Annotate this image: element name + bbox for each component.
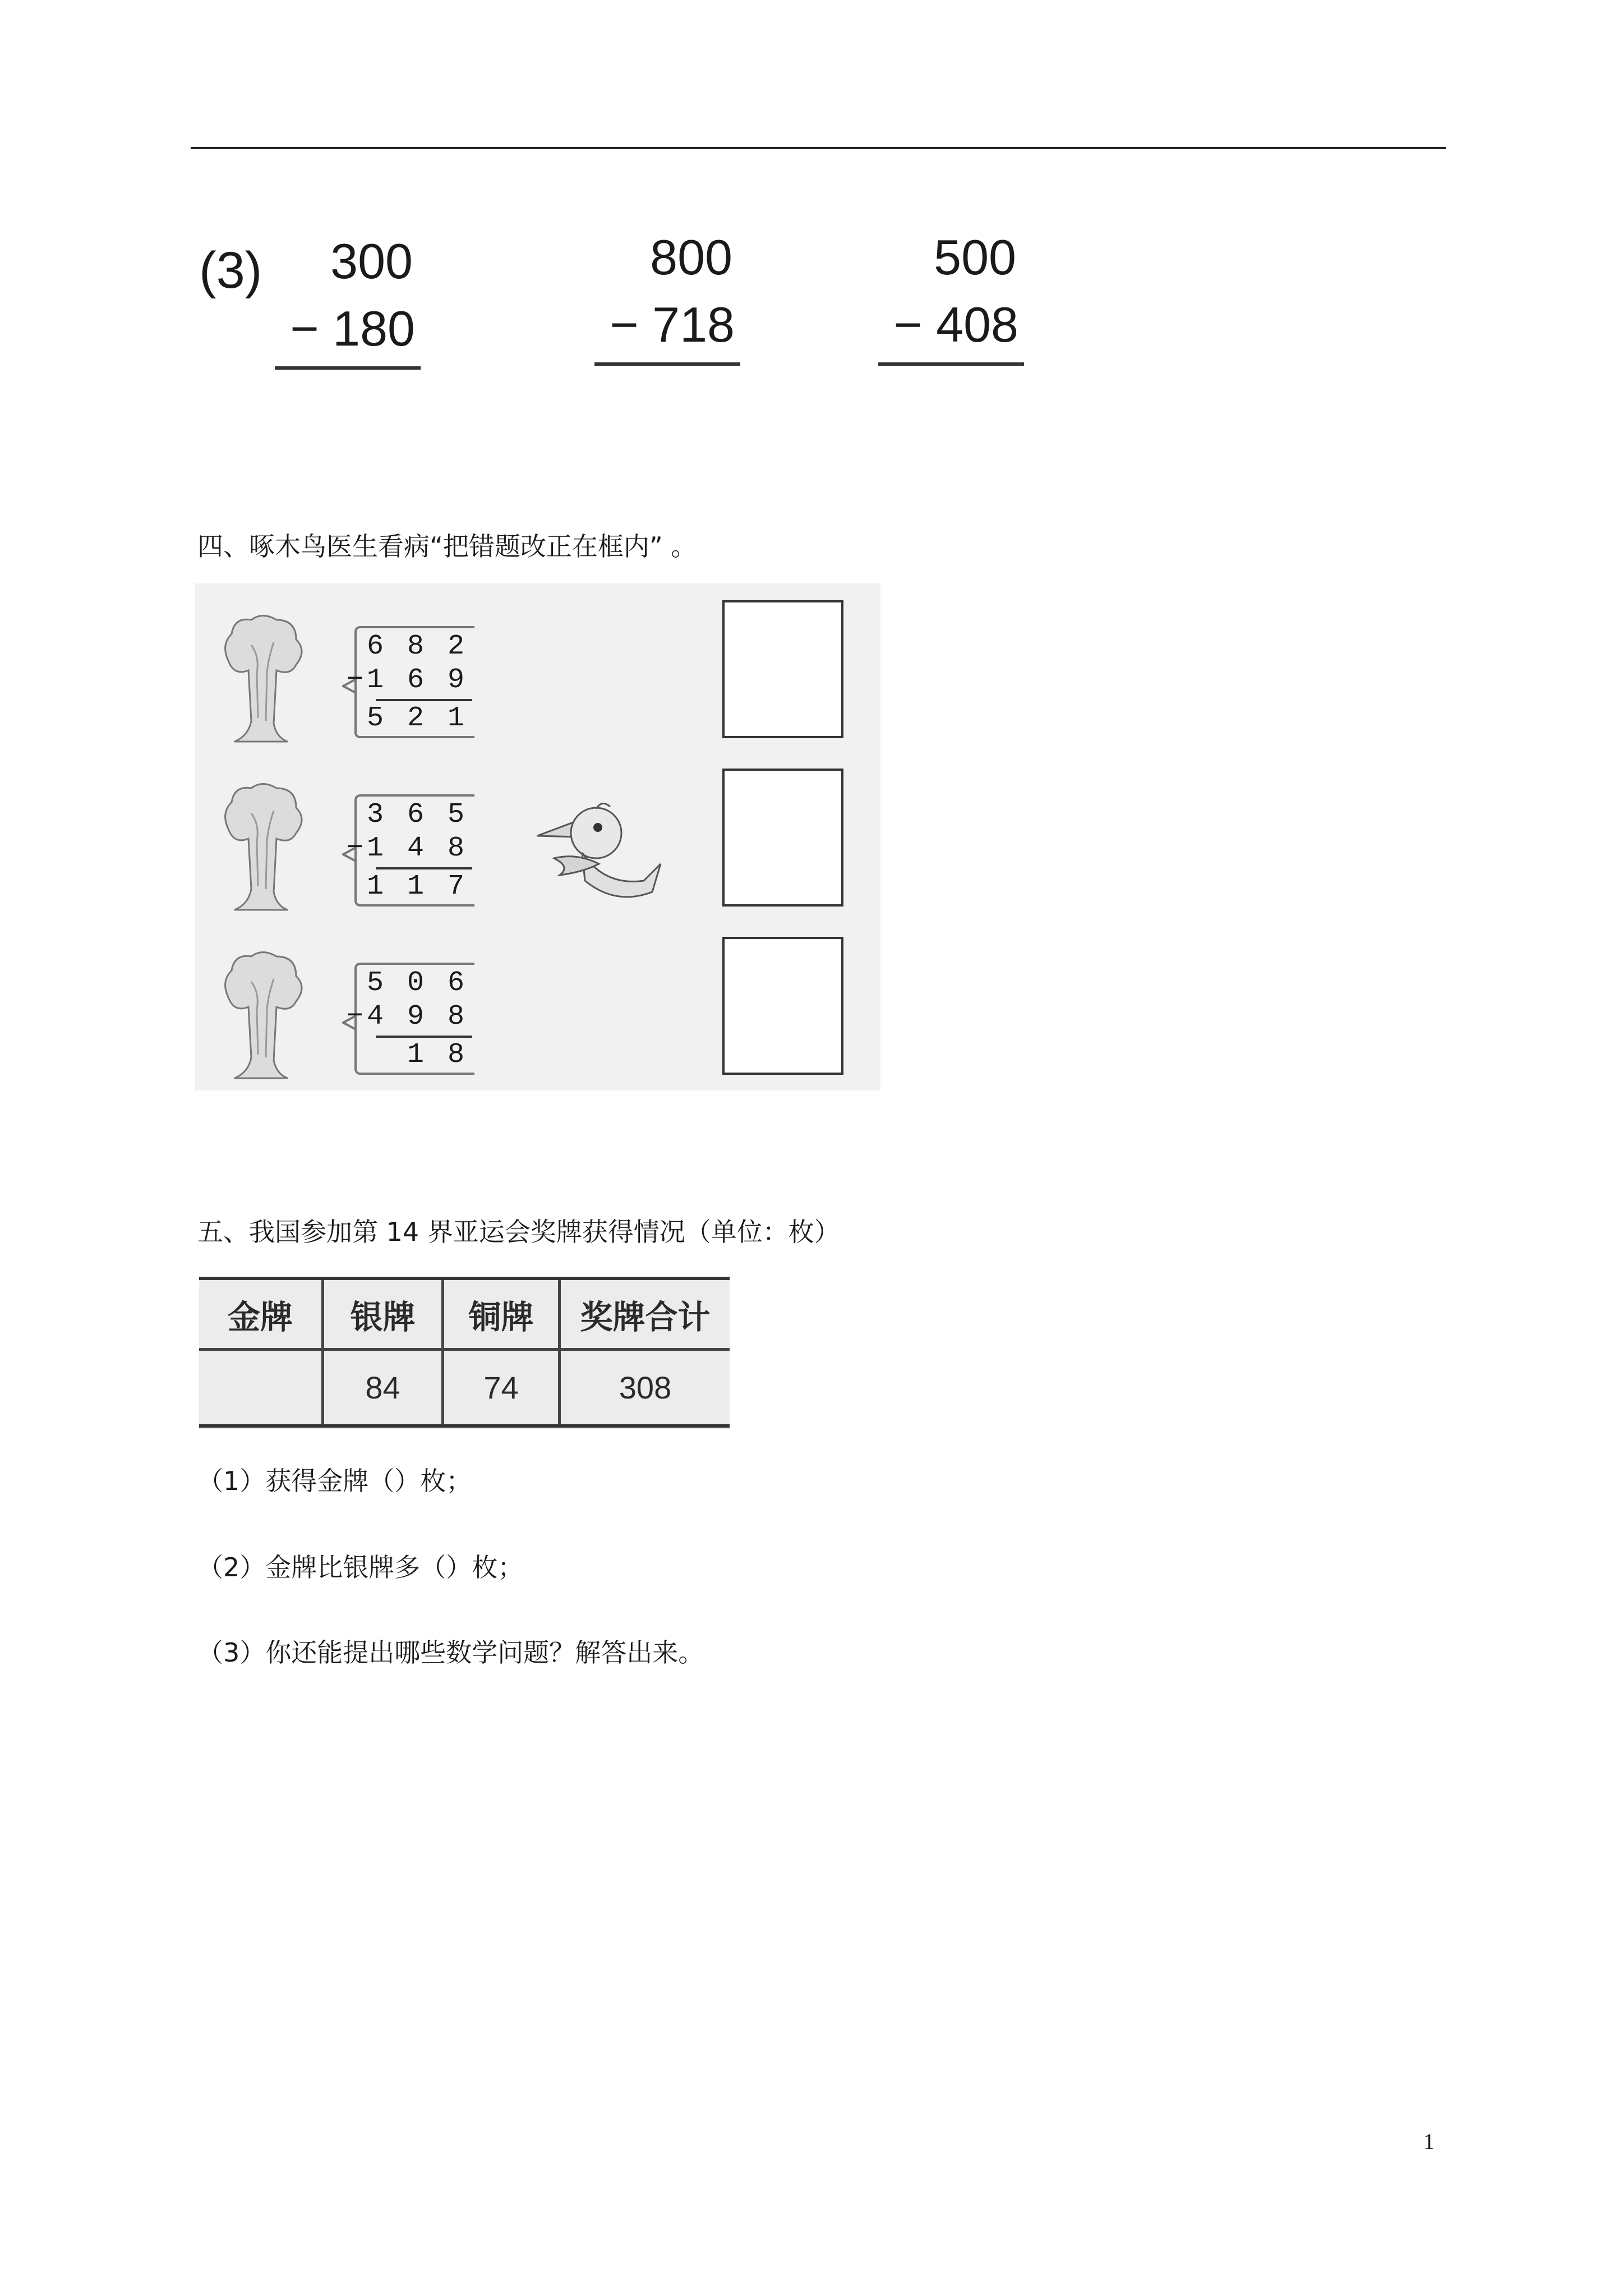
tree-icon — [218, 948, 307, 1083]
calc-bottom: −1 6 9 — [346, 664, 468, 696]
subtrahend: − 408 — [893, 297, 1018, 352]
question-1: （1）获得金牌（）枚； — [197, 1466, 472, 1496]
medal-table — [199, 1277, 730, 1429]
value-total: 308 — [619, 1370, 672, 1405]
calc-bottom: −4 9 8 — [346, 1001, 468, 1033]
calc-result: 5 2 1 — [366, 702, 468, 734]
tree-icon — [218, 611, 307, 746]
header-total: 奖牌合计 — [580, 1297, 711, 1336]
calc-top: 5 0 6 — [366, 967, 468, 999]
wrong-calc-2 — [342, 794, 482, 907]
section5-heading: 五、我国参加第 14 界亚运会奖牌获得情况（单位：枚） — [197, 1217, 840, 1247]
woodpecker-panel — [195, 583, 880, 1091]
minuend: 500 — [934, 229, 1016, 285]
minuend: 800 — [650, 229, 732, 285]
header-silver: 银牌 — [350, 1297, 416, 1336]
wrong-calc-1 — [342, 626, 482, 738]
calc-result: 1 1 7 — [366, 871, 468, 903]
calc-top: 3 6 5 — [366, 799, 468, 831]
answer-line — [594, 362, 740, 366]
part3-label: (3) — [199, 242, 262, 299]
header-bronze: 铜牌 — [468, 1297, 534, 1336]
value-bronze: 74 — [483, 1370, 519, 1405]
calc-line — [376, 1036, 472, 1038]
section4-heading: 四、啄木鸟医生看病“把错题改正在框内” 。 — [197, 531, 697, 562]
page-number: 1 — [1423, 2129, 1435, 2154]
answer-box-1[interactable] — [722, 600, 843, 738]
question-2: （2）金牌比银牌多（）枚； — [197, 1552, 524, 1582]
calc-result: 1 8 — [407, 1039, 468, 1071]
question-3: （3）你还能提出哪些数学问题？解答出来。 — [197, 1637, 704, 1668]
answer-line — [878, 362, 1024, 366]
answer-box-3[interactable] — [722, 937, 843, 1075]
answer-box-2[interactable] — [722, 769, 843, 907]
value-silver: 84 — [365, 1370, 400, 1405]
subtrahend: − 180 — [290, 301, 415, 356]
calc-line — [376, 699, 472, 701]
value-gold[interactable] — [199, 1351, 321, 1424]
header-rule — [191, 147, 1446, 149]
calc-bottom: −1 4 8 — [346, 832, 468, 864]
subtrahend: − 718 — [610, 297, 735, 352]
tree-icon — [218, 780, 307, 914]
answer-line — [275, 366, 421, 370]
header-gold: 金牌 — [227, 1297, 293, 1336]
minuend: 300 — [330, 233, 413, 289]
calc-top: 6 8 2 — [366, 631, 468, 662]
woodpecker-icon — [532, 797, 666, 909]
wrong-calc-3 — [342, 963, 482, 1075]
calc-line — [376, 867, 472, 869]
